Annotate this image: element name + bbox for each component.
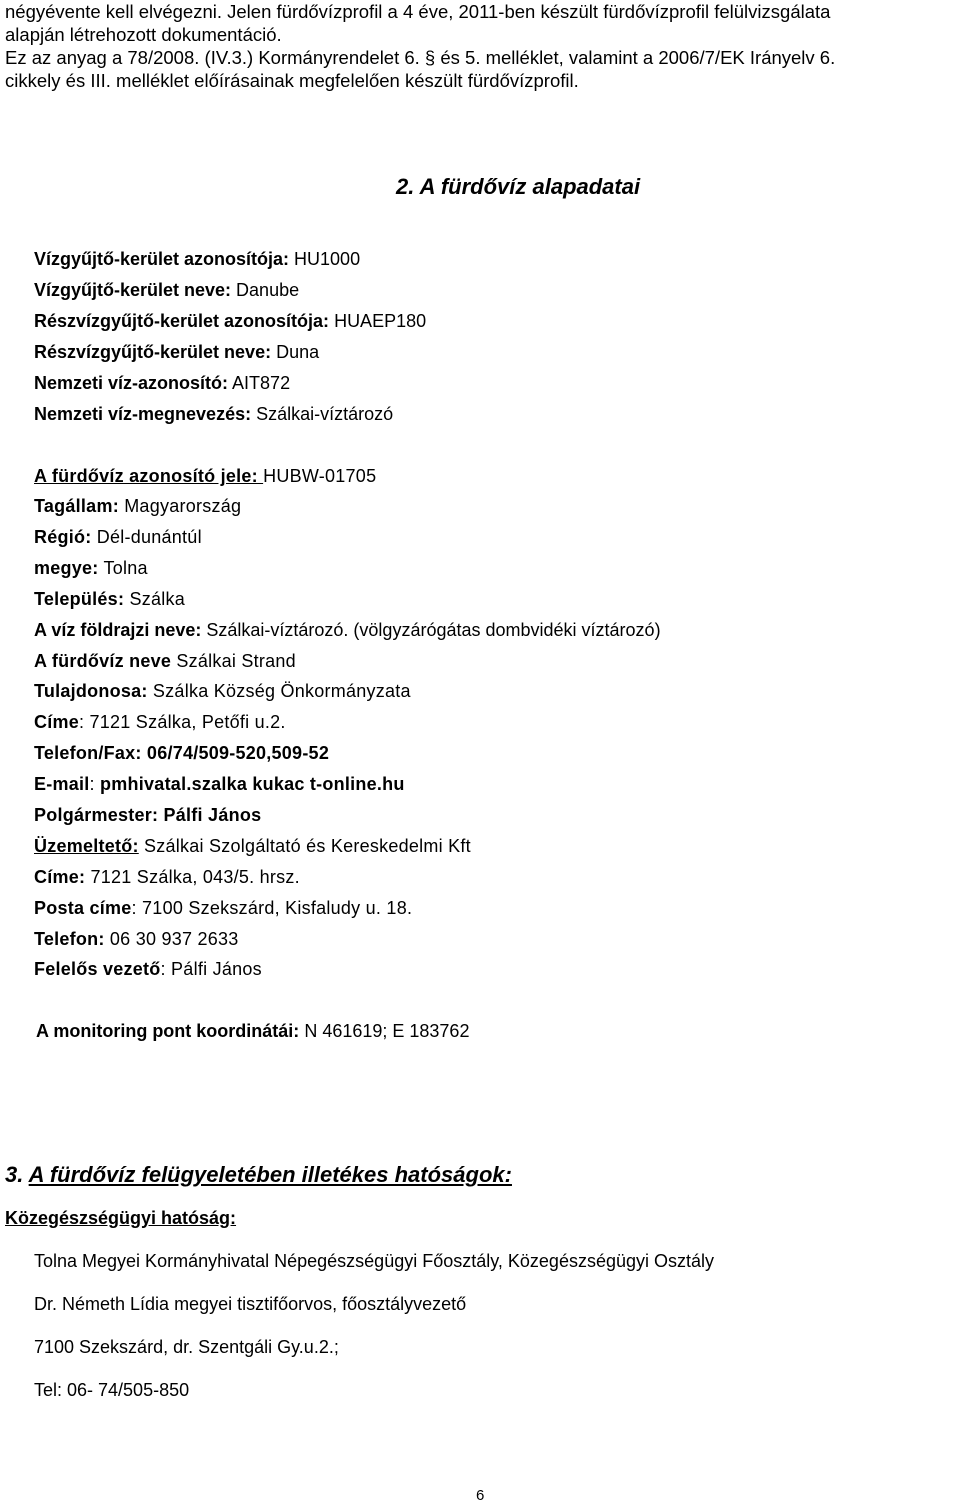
field-label: Részvízgyűjtő-kerület azonosítója: [34,311,330,331]
field-value: Tolna [98,558,148,578]
field-label: Telefon: [34,929,105,949]
detail-row [34,804,261,826]
catchment-row [34,372,290,394]
field-label: Tagállam: [34,496,119,516]
field-label: Régió: [34,527,92,547]
detail-row [34,835,471,857]
field-label: Felelős vezető [34,959,161,979]
field-label: Nemzeti víz-azonosító: [34,373,229,393]
field-label: Vízgyűjtő-kerület azonosítója: [34,249,290,269]
authority-line: Tolna Megyei Kormányhivatal Népegészségügyi Főosztály, Közegészségügyi Osztály [34,1251,715,1271]
field-label: megye: [34,558,99,578]
detail-row [34,557,148,579]
field-label: Részvízgyűjtő-kerület neve: [34,342,272,362]
field-label: Címe [34,712,80,732]
field-value: Dél-dunántúl [91,527,202,547]
email-value: pmhivatal.szalka kukac t-online.hu [100,774,405,794]
section-3-title-text: A fürdővíz felügyeletében illetékes hatóságok: [28,1162,512,1187]
detail-row [34,958,262,980]
detail-row [34,928,239,950]
detail-row [34,897,412,919]
field-value: Szálka Község Önkormányzata [147,681,411,701]
authority-line: Tel: 06- 74/505-850 [34,1380,190,1400]
field-value: : 7121 Szálka, Petőfi u.2. [79,712,286,732]
monitoring-coordinates [36,1020,469,1042]
field-value: 7121 Szálka, 043/5. hrsz. [85,867,300,887]
intro-line-4: cikkely és III. melléklet előírásainak megfelelően készült fürdővízprofil. [5,70,579,91]
catchment-row [34,403,393,425]
field-value: Magyarország [118,496,242,516]
field-label: Posta címe [34,898,132,918]
field-label: A fürdővíz azonosító jele: [34,466,264,486]
authority-heading: Közegészségügyi hatóság: [5,1208,237,1228]
intro-line-1: négyévente kell elvégezni. Jelen fürdővízprofil a 4 éve, 2011-ben készült fürdővízprofil felülvizsgálata [5,1,831,22]
intro-paragraph [5,0,955,92]
authority-line: Dr. Németh Lídia megyei tisztifőorvos, főosztályvezető [34,1294,467,1314]
detail-row [34,465,376,487]
field-value: Szálkai Szolgáltató és Kereskedelmi Kft [138,836,471,856]
page-number: 6 [476,1487,485,1504]
field-value: Szálkai-víztározó. (völgyzárógátas dombvidéki víztározó) [201,620,661,640]
field-label: Település: [34,589,125,609]
field-value: Szálkai Strand [171,651,296,671]
field-value: Szálka [124,589,185,609]
field-value: Danube [231,280,300,300]
detail-row [34,773,405,795]
field-label: Vízgyűjtő-kerület neve: [34,280,232,300]
catchment-row [34,279,299,301]
detail-row [34,619,661,641]
detail-row [34,680,411,702]
detail-row [34,866,300,888]
section-3-number: 3. [5,1162,29,1187]
detail-row [34,526,202,548]
field-value: : 7100 Szekszárd, Kisfaludy u. 18. [131,898,413,918]
field-label: Telefon/Fax: 06/74/509-520,509-52 [34,743,330,763]
authority-line: 7100 Szekszárd, dr. Szentgáli Gy.u.2.; [34,1337,339,1357]
field-label: Polgármester: Pálfi János [34,805,262,825]
field-value: : Pálfi János [160,959,262,979]
field-value: Szálkai-víztározó [251,404,394,424]
detail-row [34,742,329,764]
catchment-row [34,310,426,332]
field-value: N 461619; E 183762 [299,1021,470,1041]
field-value: AIT872 [228,373,291,393]
field-value: : [89,774,101,794]
field-value: HU1000 [289,249,361,269]
detail-row [34,588,185,610]
field-value: 06 30 937 2633 [104,929,239,949]
field-label: E-mail [34,774,90,794]
detail-row [34,711,286,733]
section-3-title [5,1162,512,1188]
field-label: A monitoring pont koordinátái: [36,1021,300,1041]
field-value: HUBW-01705 [263,466,377,486]
field-label: A víz földrajzi neve: [34,620,202,640]
field-label: A fürdővíz neve [34,651,172,671]
field-value: Duna [271,342,320,362]
field-label: Nemzeti víz-megnevezés: [34,404,252,424]
field-label: Címe: [34,867,86,887]
catchment-row [34,248,360,270]
intro-line-2: alapján létrehozott dokumentáció. [5,24,282,45]
detail-row [34,650,296,672]
intro-line-3: Ez az anyag a 78/2008. (IV.3.) Kormányrendelet 6. § és 5. melléklet, valamint a 2006/7/EK Irányelv 6. [5,47,836,68]
section-2-title: 2. A fürdővíz alapadatai [396,174,641,199]
detail-row [34,495,241,517]
field-label: Tulajdonosa: [34,681,148,701]
catchment-row [34,341,319,363]
field-label: Üzemeltető: [34,836,139,856]
field-value: HUAEP180 [329,311,427,331]
